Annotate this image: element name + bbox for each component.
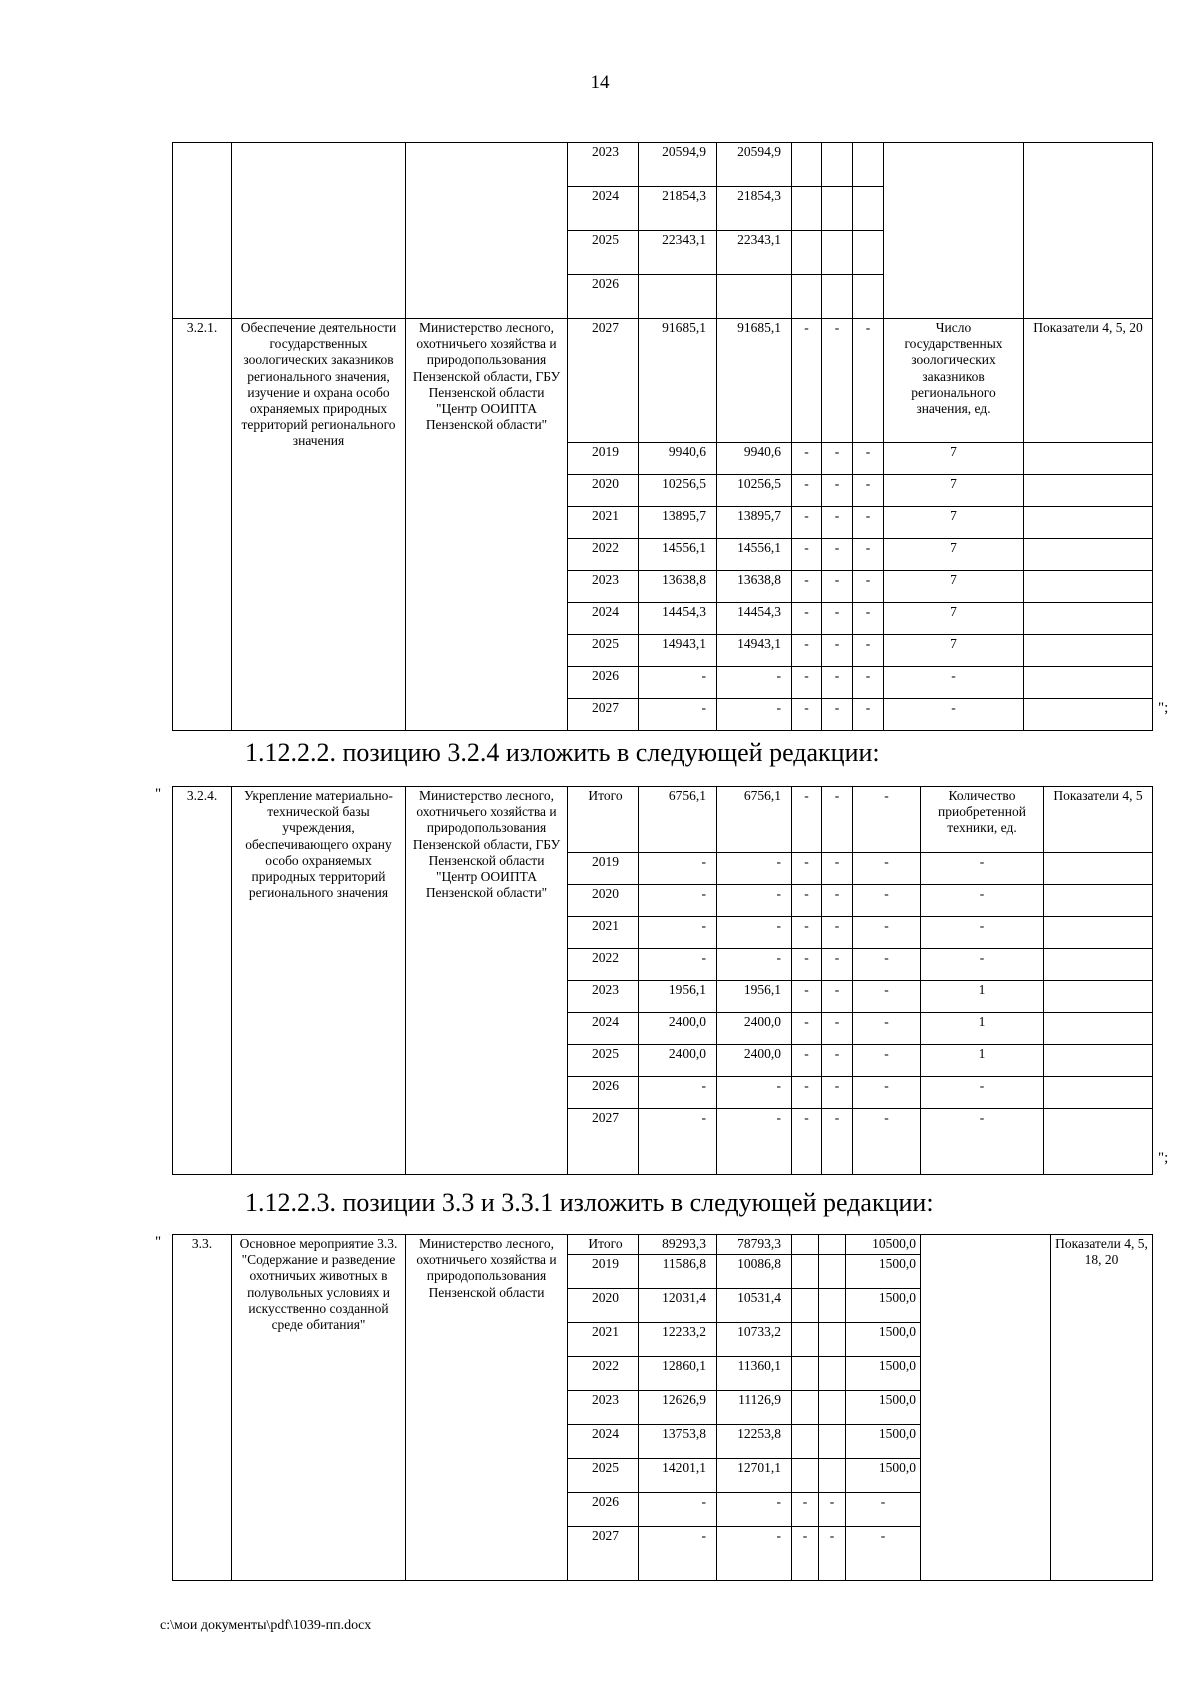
year-cell: 2023 <box>568 981 639 1013</box>
year-cell: 2026 <box>568 1493 639 1527</box>
total-cell: - <box>639 1527 717 1581</box>
total-cell: 12860,1 <box>639 1357 717 1391</box>
federal-cell: - <box>792 917 822 949</box>
total-cell: - <box>639 667 717 699</box>
indicator-value: 1 <box>921 1045 1044 1077</box>
indicator-value: - <box>884 699 1024 731</box>
federal-cell: - <box>792 635 822 667</box>
extra-cell: - <box>853 443 884 475</box>
indicator-value: 7 <box>884 443 1024 475</box>
local-cell: - <box>822 539 853 571</box>
local-cell: - <box>822 443 853 475</box>
extra-cell: - <box>853 635 884 667</box>
federal-cell: - <box>792 475 822 507</box>
total-cell <box>639 275 717 319</box>
extra-cell: 1500,0 <box>846 1391 921 1425</box>
total-cell: - <box>639 853 717 885</box>
budget-cell: - <box>717 853 792 885</box>
local-cell: - <box>822 667 853 699</box>
year-cell: 2019 <box>568 1255 639 1289</box>
budget-cell: - <box>717 885 792 917</box>
table-position-3-2-4 <box>172 786 1153 1175</box>
indicator-value: - <box>921 1109 1044 1175</box>
budget-cell: - <box>717 1109 792 1175</box>
year-cell: 2024 <box>568 187 639 231</box>
year-cell: 2021 <box>568 917 639 949</box>
local-cell: - <box>822 1013 853 1045</box>
year-cell: 2027 <box>568 319 639 443</box>
federal-cell: - <box>792 507 822 539</box>
total-cell: - <box>639 1493 717 1527</box>
federal-cell: - <box>792 1493 819 1527</box>
indicator-value: 7 <box>884 635 1024 667</box>
extra-cell: - <box>853 853 921 885</box>
budget-cell: - <box>717 699 792 731</box>
budget-cell: 11126,9 <box>717 1391 792 1425</box>
budget-cell: 6756,1 <box>717 787 792 853</box>
extra-cell: - <box>853 917 921 949</box>
federal-cell: - <box>792 603 822 635</box>
year-cell: 2020 <box>568 475 639 507</box>
extra-cell: 1500,0 <box>846 1357 921 1391</box>
local-cell <box>819 1425 846 1459</box>
indicator-value: 7 <box>884 507 1024 539</box>
extra-cell: 1500,0 <box>846 1425 921 1459</box>
extra-cell: - <box>853 507 884 539</box>
total-cell: 12031,4 <box>639 1289 717 1323</box>
year-cell: 2027 <box>568 699 639 731</box>
indicator-name: Число государственных зоологических заказников регионального значения, ед. <box>884 319 1024 443</box>
federal-cell: - <box>792 1013 822 1045</box>
extra-cell: - <box>853 603 884 635</box>
budget-cell: 1956,1 <box>717 981 792 1013</box>
year-cell: 2027 <box>568 1527 639 1581</box>
federal-cell: - <box>792 981 822 1013</box>
extra-cell: 1500,0 <box>846 1323 921 1357</box>
total-cell: 14556,1 <box>639 539 717 571</box>
year-cell: 2022 <box>568 1357 639 1391</box>
federal-cell: - <box>792 787 822 853</box>
extra-cell: - <box>846 1493 921 1527</box>
total-cell: 12233,2 <box>639 1323 717 1357</box>
indicator-value: 7 <box>884 539 1024 571</box>
local-cell: - <box>822 981 853 1013</box>
extra-cell: 1500,0 <box>846 1255 921 1289</box>
local-cell: - <box>822 475 853 507</box>
year-cell: 2022 <box>568 949 639 981</box>
total-cell: 9940,6 <box>639 443 717 475</box>
budget-cell: - <box>717 917 792 949</box>
local-cell: - <box>822 787 853 853</box>
indicator-links: Показатели 4, 5, 18, 20 <box>1051 1235 1153 1581</box>
total-cell: 91685,1 <box>639 319 717 443</box>
local-cell: - <box>822 885 853 917</box>
total-cell: 12626,9 <box>639 1391 717 1425</box>
federal-cell <box>792 1323 819 1357</box>
extra-cell: - <box>846 1527 921 1581</box>
footer-file-path: c:\мои документы\pdf\1039-пп.docx <box>160 1618 372 1633</box>
budget-cell: 10733,2 <box>717 1323 792 1357</box>
extra-cell: 10500,0 <box>846 1235 921 1255</box>
extra-cell: - <box>853 949 921 981</box>
indicator-value: - <box>921 885 1044 917</box>
local-cell <box>819 1323 846 1357</box>
federal-cell: - <box>792 319 822 443</box>
indicator-value: 1 <box>921 1013 1044 1045</box>
budget-cell <box>717 275 792 319</box>
opening-quote: " <box>155 1234 162 1250</box>
local-cell: - <box>822 1045 853 1077</box>
total-cell: 89293,3 <box>639 1235 717 1255</box>
year-cell: 2021 <box>568 1323 639 1357</box>
local-cell: - <box>822 699 853 731</box>
federal-cell: - <box>792 699 822 731</box>
year-cell: Итого <box>568 1235 639 1255</box>
extra-cell: - <box>853 475 884 507</box>
budget-cell: 11360,1 <box>717 1357 792 1391</box>
total-cell: 22343,1 <box>639 231 717 275</box>
local-cell: - <box>822 917 853 949</box>
year-cell: 2020 <box>568 885 639 917</box>
extra-cell: - <box>853 1045 921 1077</box>
federal-cell: - <box>792 949 822 981</box>
extra-cell: - <box>853 885 921 917</box>
extra-cell: 1500,0 <box>846 1289 921 1323</box>
total-cell: 6756,1 <box>639 787 717 853</box>
federal-cell <box>792 1235 819 1255</box>
indicator-links: Показатели 4, 5, 20 <box>1024 319 1153 443</box>
federal-cell <box>792 1255 819 1289</box>
indicator-value: - <box>921 949 1044 981</box>
indicator-value: 7 <box>884 571 1024 603</box>
indicator-value: 1 <box>921 981 1044 1013</box>
year-cell: 2024 <box>568 1013 639 1045</box>
year-cell: 2023 <box>568 571 639 603</box>
local-cell: - <box>822 635 853 667</box>
total-cell: - <box>639 699 717 731</box>
local-cell: - <box>822 1109 853 1175</box>
item-number: 3.3. <box>173 1235 232 1581</box>
year-cell: 2022 <box>568 539 639 571</box>
table-row <box>173 787 1153 853</box>
federal-cell: - <box>792 443 822 475</box>
budget-cell: 10086,8 <box>717 1255 792 1289</box>
budget-cell: 10256,5 <box>717 475 792 507</box>
budget-cell: 91685,1 <box>717 319 792 443</box>
year-cell: 2023 <box>568 1391 639 1425</box>
local-cell <box>819 1357 846 1391</box>
total-cell: 11586,8 <box>639 1255 717 1289</box>
page-number: 14 <box>590 72 610 93</box>
total-cell: 14201,1 <box>639 1459 717 1493</box>
budget-cell: 14556,1 <box>717 539 792 571</box>
local-cell <box>819 1255 846 1289</box>
federal-cell: - <box>792 853 822 885</box>
budget-cell: - <box>717 949 792 981</box>
year-cell: 2026 <box>568 667 639 699</box>
budget-cell: 12701,1 <box>717 1459 792 1493</box>
year-cell: 2025 <box>568 635 639 667</box>
local-cell: - <box>822 1077 853 1109</box>
extra-cell: - <box>853 319 884 443</box>
item-executor: Министерство лесного, охотничьего хозяйства и природопользования Пензенской области, ГБУ Пензенской области "Центр ООИПТА Пензенской области" <box>406 787 568 1175</box>
local-cell <box>819 1235 846 1255</box>
total-cell: - <box>639 917 717 949</box>
total-cell: - <box>639 1077 717 1109</box>
table-row <box>173 319 1153 443</box>
budget-cell: 14943,1 <box>717 635 792 667</box>
indicator-links: Показатели 4, 5 <box>1044 787 1153 853</box>
federal-cell: - <box>792 571 822 603</box>
year-cell: 2027 <box>568 1109 639 1175</box>
local-cell: - <box>822 319 853 443</box>
table-row <box>173 143 1153 187</box>
local-cell <box>819 1459 846 1493</box>
indicator-value: 7 <box>884 475 1024 507</box>
local-cell: - <box>822 853 853 885</box>
indicator-value: - <box>921 1077 1044 1109</box>
budget-cell: 20594,9 <box>717 143 792 187</box>
budget-cell: - <box>717 1077 792 1109</box>
section-heading: 1.12.2.2. позицию 3.2.4 изложить в следующей редакции: <box>245 738 880 767</box>
total-cell: 10256,5 <box>639 475 717 507</box>
total-cell: 20594,9 <box>639 143 717 187</box>
closing-quote: "; <box>1158 700 1169 716</box>
total-cell: 14454,3 <box>639 603 717 635</box>
total-cell: 13638,8 <box>639 571 717 603</box>
table-position-3-3 <box>172 1234 1153 1581</box>
local-cell: - <box>819 1493 846 1527</box>
budget-cell: 10531,4 <box>717 1289 792 1323</box>
indicator-value: - <box>921 853 1044 885</box>
year-cell: 2020 <box>568 1289 639 1323</box>
budget-cell: 13638,8 <box>717 571 792 603</box>
year-cell: 2026 <box>568 1077 639 1109</box>
indicator-value: 7 <box>884 603 1024 635</box>
federal-cell: - <box>792 667 822 699</box>
item-number: 3.2.4. <box>173 787 232 1175</box>
extra-cell: - <box>853 1013 921 1045</box>
total-cell: 14943,1 <box>639 635 717 667</box>
budget-cell: 14454,3 <box>717 603 792 635</box>
federal-cell <box>792 1391 819 1425</box>
federal-cell: - <box>792 539 822 571</box>
total-cell: 1956,1 <box>639 981 717 1013</box>
local-cell: - <box>819 1527 846 1581</box>
year-cell: 2026 <box>568 275 639 319</box>
total-cell: 13753,8 <box>639 1425 717 1459</box>
total-cell: - <box>639 885 717 917</box>
local-cell: - <box>822 571 853 603</box>
indicator-value: - <box>921 917 1044 949</box>
year-cell: 2025 <box>568 1459 639 1493</box>
federal-cell <box>792 1459 819 1493</box>
item-name: Обеспечение деятельности государственных зоологических заказников регионального значения, изучение и охрана особо охраняемых природных территорий регионального значения <box>232 319 406 731</box>
section-heading: 1.12.2.3. позиции 3.3 и 3.3.1 изложить в следующей редакции: <box>245 1188 934 1217</box>
extra-cell: - <box>853 699 884 731</box>
budget-cell: 13895,7 <box>717 507 792 539</box>
total-cell: 2400,0 <box>639 1045 717 1077</box>
item-name: Основное мероприятие 3.3. "Содержание и разведение охотничьих животных в полувольных условиях и искусственно созданной среде обитания" <box>232 1235 406 1581</box>
year-cell: 2024 <box>568 603 639 635</box>
table-row <box>173 1235 1153 1255</box>
budget-cell: - <box>717 1493 792 1527</box>
federal-cell <box>792 1425 819 1459</box>
year-cell: 2021 <box>568 507 639 539</box>
extra-cell: - <box>853 667 884 699</box>
year-cell: 2019 <box>568 443 639 475</box>
extra-cell: - <box>853 981 921 1013</box>
budget-cell: 22343,1 <box>717 231 792 275</box>
table-position-3-2-1 <box>172 142 1153 731</box>
budget-cell: - <box>717 1527 792 1581</box>
budget-cell: 21854,3 <box>717 187 792 231</box>
federal-cell: - <box>792 1109 822 1175</box>
extra-cell: - <box>853 787 921 853</box>
year-cell: 2025 <box>568 1045 639 1077</box>
extra-cell: - <box>853 1077 921 1109</box>
federal-cell: - <box>792 1045 822 1077</box>
local-cell: - <box>822 603 853 635</box>
item-name: Укрепление материально-технической базы учреждения, обеспечивающего охрану особо охраняемых природных территорий регионального значения <box>232 787 406 1175</box>
federal-cell: - <box>792 885 822 917</box>
total-cell: 13895,7 <box>639 507 717 539</box>
federal-cell <box>792 1289 819 1323</box>
year-cell: 2024 <box>568 1425 639 1459</box>
local-cell: - <box>822 949 853 981</box>
total-cell: 2400,0 <box>639 1013 717 1045</box>
federal-cell: - <box>792 1527 819 1581</box>
indicator-value: - <box>884 667 1024 699</box>
budget-cell: 12253,8 <box>717 1425 792 1459</box>
budget-cell: - <box>717 667 792 699</box>
budget-cell: 2400,0 <box>717 1013 792 1045</box>
budget-cell: 9940,6 <box>717 443 792 475</box>
closing-quote: "; <box>1158 1150 1169 1166</box>
year-cell: Итого <box>568 787 639 853</box>
year-cell: 2025 <box>568 231 639 275</box>
budget-cell: 2400,0 <box>717 1045 792 1077</box>
budget-cell: 78793,3 <box>717 1235 792 1255</box>
year-cell: 2019 <box>568 853 639 885</box>
extra-cell: - <box>853 539 884 571</box>
total-cell: 21854,3 <box>639 187 717 231</box>
indicator-name: Количество приобретенной техники, ед. <box>921 787 1044 853</box>
total-cell: - <box>639 949 717 981</box>
federal-cell <box>792 1357 819 1391</box>
extra-cell: 1500,0 <box>846 1459 921 1493</box>
item-executor: Министерство лесного, охотничьего хозяйства и природопользования Пензенской области, ГБУ Пензенской области "Центр ООИПТА Пензенской области" <box>406 319 568 731</box>
federal-cell: - <box>792 1077 822 1109</box>
local-cell: - <box>822 507 853 539</box>
extra-cell: - <box>853 1109 921 1175</box>
opening-quote: " <box>155 786 162 802</box>
local-cell <box>819 1391 846 1425</box>
extra-cell: - <box>853 571 884 603</box>
item-executor: Министерство лесного, охотничьего хозяйства и природопользования Пензенской области <box>406 1235 568 1581</box>
local-cell <box>819 1289 846 1323</box>
total-cell: - <box>639 1109 717 1175</box>
year-cell: 2023 <box>568 143 639 187</box>
item-number: 3.2.1. <box>173 319 232 731</box>
